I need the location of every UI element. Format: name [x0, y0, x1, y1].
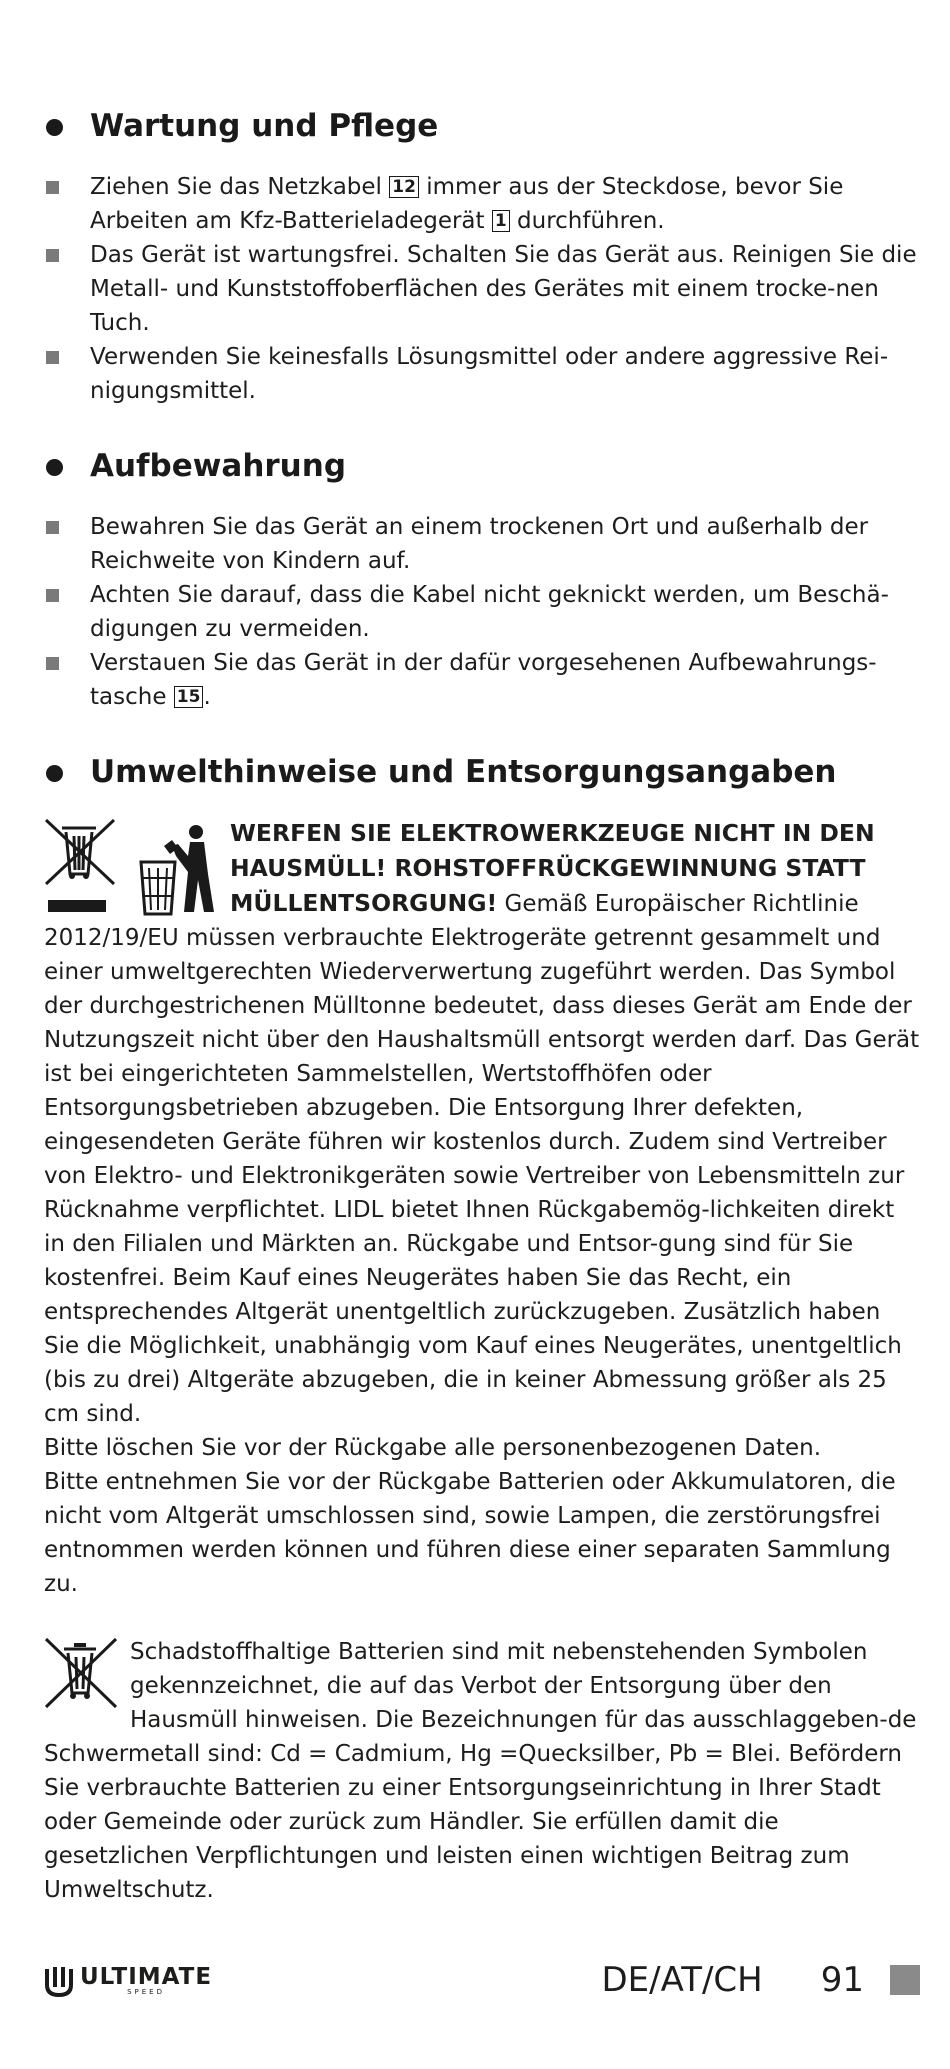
square-bullet-icon: [46, 249, 59, 262]
list-item: Das Gerät ist wartungsfrei. Schalten Sie das Gerät aus. Reinigen Sie die Metall- und Kunststoffoberflächen des Gerätes mit einem trocke-nen Tuch.: [44, 238, 920, 340]
storage-list: [44, 510, 920, 714]
crossed-out-bin-battery-icon: [44, 1635, 120, 1711]
region-label: DE/AT/CH: [601, 1960, 763, 2000]
tidyman-icon: [141, 825, 214, 914]
round-bullet-icon: [46, 765, 63, 782]
part-reference: 15: [174, 686, 204, 708]
disposal-paragraph: WERFEN SIE ELEKTROWERKZEUGE NICHT IN DEN HAUSMÜLL! ROHSTOFFRÜCKGEWINNUNG STATT MÜLLENTSORGUNG! Gemäß Europäischer Richtlinie 2012/19/EU müssen verbrauchte Elektrogeräte getrennt gesammelt und einer umweltgerechten Wiederverwertung zugeführt werden. Das Symbol der durchgestrichenen Mülltonne bedeutet, dass dieses Gerät am Ende der Nutzungszeit nicht über den Haushaltsmüll entsorgt werden darf. Das Gerät ist bei eingerichteten Sammelstellen, Wertstoffhöfen oder Entsorgungsbetrieben abzugeben. Die Entsorgung Ihrer defekten, eingesendeten Geräte führen wir kostenlos durch. Zudem sind Vertreiber von Elektro- und Elektronikgeräten sowie Vertreiber von Lebensmitteln zur Rücknahme verpflichtet. LIDL bietet Ihnen Rückgabemög-lichkeiten direkt in den Filialen und Märkten an. Rückgabe und Entsor-gung sind für Sie kostenfrei. Beim Kauf eines Neugerätes haben Sie das Recht, ein entsprechendes Altgerät unentgeltlich zurückzugeben. Zusätzlich haben Sie die Möglichkeit, unabhängig vom Kauf eines Neugerätes, unentgeltlich (bis zu drei) Altgeräte abzugeben, die in keiner Abmessung größer als 25 cm sind. Bitte löschen Sie vor der Rückgabe alle personenbezogenen Daten. Bitte entnehmen Sie vor der Rückgabe Batterien oder Akkumulatoren, die nicht vom Altgerät umschlossen sind, sowie Lampen, die zerstörungsfrei entnommen werden können und führen diese einer separaten Sammlung zu.: [44, 816, 920, 1601]
brand-subname: SPEED: [127, 1988, 165, 1996]
disposal-warning: WERFEN SIE ELEKTROWERKZEUGE NICHT IN DEN HAUSMÜLL! ROHSTOFFRÜCKGEWINNUNG STATT MÜLLENTSORGUNG!: [230, 819, 875, 917]
page-number: 91: [820, 1960, 864, 2000]
brand-wordmark: [80, 1966, 212, 1996]
brand-logo: [44, 1965, 212, 1997]
round-bullet-icon: [46, 119, 63, 136]
square-bullet-icon: [46, 181, 59, 194]
brand-name: ULTIMATE: [80, 1964, 213, 1990]
maintenance-list: [44, 170, 920, 408]
section-storage: [44, 446, 920, 714]
list-item: Verstauen Sie das Gerät in der dafür vorgesehenen Aufbewahrungs-tasche 15 .: [44, 646, 920, 714]
square-bullet-icon: [46, 589, 59, 602]
list-item: Bewahren Sie das Gerät an einem trockenen Ort und außerhalb der Reichweite von Kindern auf.: [44, 510, 920, 578]
battery-symbol: [44, 1635, 130, 1711]
disposal-symbols: [44, 816, 230, 920]
list-item: Verwenden Sie keinesfalls Lösungsmittel oder andere aggressive Rei-nigungsmittel.: [44, 340, 920, 408]
section-environment: [44, 752, 920, 1907]
square-bullet-icon: [46, 351, 59, 364]
battery-removal-note: Bitte entnehmen Sie vor der Rückgabe Batterien oder Akkumulatoren, die nicht vom Altgerät umschlossen sind, sowie Lampen, die zerstörungsfrei entnommen werden können und führen diese einer separaten Sammlung zu.: [44, 1469, 896, 1597]
battery-paragraph: Schadstoffhaltige Batterien sind mit nebenstehenden Symbolen gekennzeichnet, die auf das Verbot der Entsorgung über den Hausmüll hinweisen. Die Bezeichnungen für das ausschlaggeben-de Schwermetall sind: Cd = Cadmium, Hg =Quecksilber, Pb = Blei. Befördern Sie verbrauchte Batterien zu einer Entsorgungseinrichtung in Ihrer Stadt oder Gemeinde oder zurück zum Händler. Sie erfüllen damit die gesetzlichen Verpflichtungen und leisten einen wichtigen Beitrag zum Umweltschutz.: [44, 1635, 920, 1907]
page-footer: [601, 1960, 920, 2000]
list-item: Achten Sie darauf, dass die Kabel nicht geknickt werden, um Beschä-digungen zu vermeiden.: [44, 578, 920, 646]
privacy-note: Bitte löschen Sie vor der Rückgabe alle personenbezogenen Daten.: [44, 1435, 822, 1461]
square-bullet-icon: [46, 657, 59, 670]
section-title: Wartung und Pflege: [44, 106, 920, 146]
footer-square-marker: [890, 1965, 920, 1995]
section-title: Umwelthinweise und Entsorgungsangaben: [44, 752, 920, 792]
part-reference: 1: [492, 210, 510, 232]
section-maintenance: [44, 106, 920, 408]
ultimate-logo-icon: [44, 1965, 74, 1997]
section-title: Aufbewahrung: [44, 446, 920, 486]
round-bullet-icon: [46, 459, 63, 476]
crossed-out-wheelie-bin-icon: [44, 816, 230, 920]
part-reference: 12: [389, 176, 419, 198]
list-item: Ziehen Sie das Netzkabel 12 immer aus der Steckdose, bevor Sie Arbeiten am Kfz-Batterieladegerät 1 durchführen.: [44, 170, 920, 238]
square-bullet-icon: [46, 521, 59, 534]
